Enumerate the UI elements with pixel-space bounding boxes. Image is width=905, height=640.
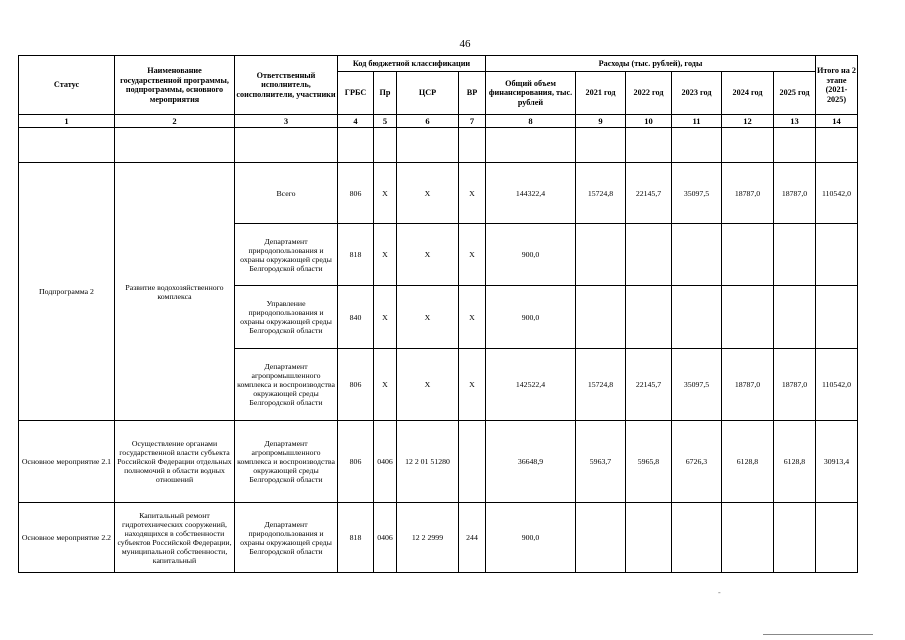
pr-cell: 0406: [374, 503, 397, 573]
header-pr: Пр: [374, 72, 397, 115]
y2022-cell: 5965,8: [626, 421, 672, 503]
column-number: 7: [459, 115, 486, 128]
y2022-cell: [626, 224, 672, 286]
column-number: 6: [397, 115, 459, 128]
responsible-cell: Департамент природопользования и охраны окружающей среды Белгородской области: [235, 503, 338, 573]
y2025-cell: 18787,0: [774, 349, 816, 421]
pr-cell: 0406: [374, 421, 397, 503]
measure-status: Основное мероприятие 2.1: [19, 421, 115, 503]
responsible-cell: Всего: [235, 163, 338, 224]
y2021-cell: [576, 224, 626, 286]
vr-cell: [459, 421, 486, 503]
header-expenses: Расходы (тыс. рублей), годы: [486, 56, 816, 72]
y2021-cell: [576, 503, 626, 573]
y2025-cell: 6128,8: [774, 421, 816, 503]
grbs-cell: 806: [338, 421, 374, 503]
measure-status: Основное мероприятие 2.2: [19, 503, 115, 573]
column-number: 10: [626, 115, 672, 128]
header-name: Наименование государственной программы, подпрограммы, основного мероприятия: [115, 56, 235, 115]
header-2022: 2022 год: [626, 72, 672, 115]
csr-cell: Х: [397, 224, 459, 286]
measure-name: Капитальный ремонт гидротехнических сооружений, находящихся в собственности субъектов Российской Федерации, муниципальной собственности, капитальный: [115, 503, 235, 573]
y2023-cell: [672, 286, 722, 349]
y2023-cell: [672, 503, 722, 573]
y2022-cell: 22145,7: [626, 349, 672, 421]
csr-cell: Х: [397, 286, 459, 349]
y2023-cell: 6726,3: [672, 421, 722, 503]
vr-cell: 244: [459, 503, 486, 573]
csr-cell: Х: [397, 163, 459, 224]
pr-cell: Х: [374, 349, 397, 421]
total-cell: 900,0: [486, 503, 576, 573]
y2025-cell: [774, 286, 816, 349]
header-total-volume: Общий объем финансирования, тыс. рублей: [486, 72, 576, 115]
table-row: [19, 421, 858, 503]
page-number: 46: [459, 38, 471, 50]
measure-name: Осуществление органами государственной власти субъекта Российской Федерации отдельных полномочий в области водных отношений: [115, 421, 235, 503]
csr-cell: 12 2 01 51280: [397, 421, 459, 503]
y2023-cell: [672, 224, 722, 286]
responsible-cell: Департамент природопользования и охраны окружающей среды Белгородской области: [235, 224, 338, 286]
header-csr: ЦСР: [397, 72, 459, 115]
column-number: 12: [722, 115, 774, 128]
y2025-cell: 18787,0: [774, 163, 816, 224]
header-responsible: Ответственный исполнитель, соисполнители, участники: [235, 56, 338, 115]
total-cell: 142522,4: [486, 349, 576, 421]
header-2021: 2021 год: [576, 72, 626, 115]
vr-cell: Х: [459, 163, 486, 224]
vr-cell: Х: [459, 224, 486, 286]
y2022-cell: 22145,7: [626, 163, 672, 224]
scan-mark: [763, 634, 873, 635]
column-number-row: [19, 115, 858, 128]
grbs-cell: 818: [338, 503, 374, 573]
total-cell: 36648,9: [486, 421, 576, 503]
subprogram-name: Развитие водохозяйственного комплекса: [115, 163, 235, 421]
table-row: [19, 163, 858, 224]
header-budget-code: Код бюджетной классификации: [338, 56, 486, 72]
stage-total-cell: 110542,0: [816, 163, 858, 224]
y2021-cell: 15724,8: [576, 163, 626, 224]
column-number: 5: [374, 115, 397, 128]
responsible-cell: Управление природопользования и охраны окружающей среды Белгородской области: [235, 286, 338, 349]
column-number: 13: [774, 115, 816, 128]
y2025-cell: [774, 503, 816, 573]
header-vr: ВР: [459, 72, 486, 115]
stage-total-cell: [816, 224, 858, 286]
y2024-cell: [722, 286, 774, 349]
column-number: 3: [235, 115, 338, 128]
header-status: Статус: [19, 56, 115, 115]
header-2024: 2024 год: [722, 72, 774, 115]
total-cell: 900,0: [486, 286, 576, 349]
y2024-cell: [722, 224, 774, 286]
y2024-cell: 6128,8: [722, 421, 774, 503]
y2021-cell: [576, 286, 626, 349]
stage-total-cell: 30913,4: [816, 421, 858, 503]
y2023-cell: 35097,5: [672, 349, 722, 421]
subprogram-status: Подпрограмма 2: [19, 163, 115, 421]
column-number: 14: [816, 115, 858, 128]
stage-total-cell: [816, 286, 858, 349]
responsible-cell: Департамент агропромышленного комплекса и воспроизводства окружающей среды Белгородской области: [235, 349, 338, 421]
y2023-cell: 35097,5: [672, 163, 722, 224]
y2024-cell: 18787,0: [722, 349, 774, 421]
stage-total-cell: [816, 503, 858, 573]
grbs-cell: 840: [338, 286, 374, 349]
responsible-cell: Департамент агропромышленного комплекса и воспроизводства окружающей среды Белгородской области: [235, 421, 338, 503]
y2021-cell: 5963,7: [576, 421, 626, 503]
header-2023: 2023 год: [672, 72, 722, 115]
pr-cell: Х: [374, 163, 397, 224]
stage-total-cell: 110542,0: [816, 349, 858, 421]
grbs-cell: 806: [338, 349, 374, 421]
empty-row: [19, 128, 858, 163]
column-number: 8: [486, 115, 576, 128]
grbs-cell: 818: [338, 224, 374, 286]
column-number: 9: [576, 115, 626, 128]
csr-cell: 12 2 2999: [397, 503, 459, 573]
header-grbs: ГРБС: [338, 72, 374, 115]
total-cell: 144322,4: [486, 163, 576, 224]
y2024-cell: 18787,0: [722, 163, 774, 224]
vr-cell: Х: [459, 349, 486, 421]
vr-cell: Х: [459, 286, 486, 349]
column-number: 1: [19, 115, 115, 128]
y2025-cell: [774, 224, 816, 286]
y2022-cell: [626, 286, 672, 349]
y2024-cell: [722, 503, 774, 573]
scan-mark: -: [718, 588, 721, 597]
grbs-cell: 806: [338, 163, 374, 224]
table-row: [19, 503, 858, 573]
csr-cell: Х: [397, 349, 459, 421]
column-number: 11: [672, 115, 722, 128]
column-number: 2: [115, 115, 235, 128]
total-cell: 900,0: [486, 224, 576, 286]
y2021-cell: 15724,8: [576, 349, 626, 421]
pr-cell: Х: [374, 286, 397, 349]
header-2025: 2025 год: [774, 72, 816, 115]
header-stage-total: Итого на 2 этапе (2021-2025): [816, 56, 858, 115]
pr-cell: Х: [374, 224, 397, 286]
column-number: 4: [338, 115, 374, 128]
y2022-cell: [626, 503, 672, 573]
budget-table: [18, 55, 858, 573]
